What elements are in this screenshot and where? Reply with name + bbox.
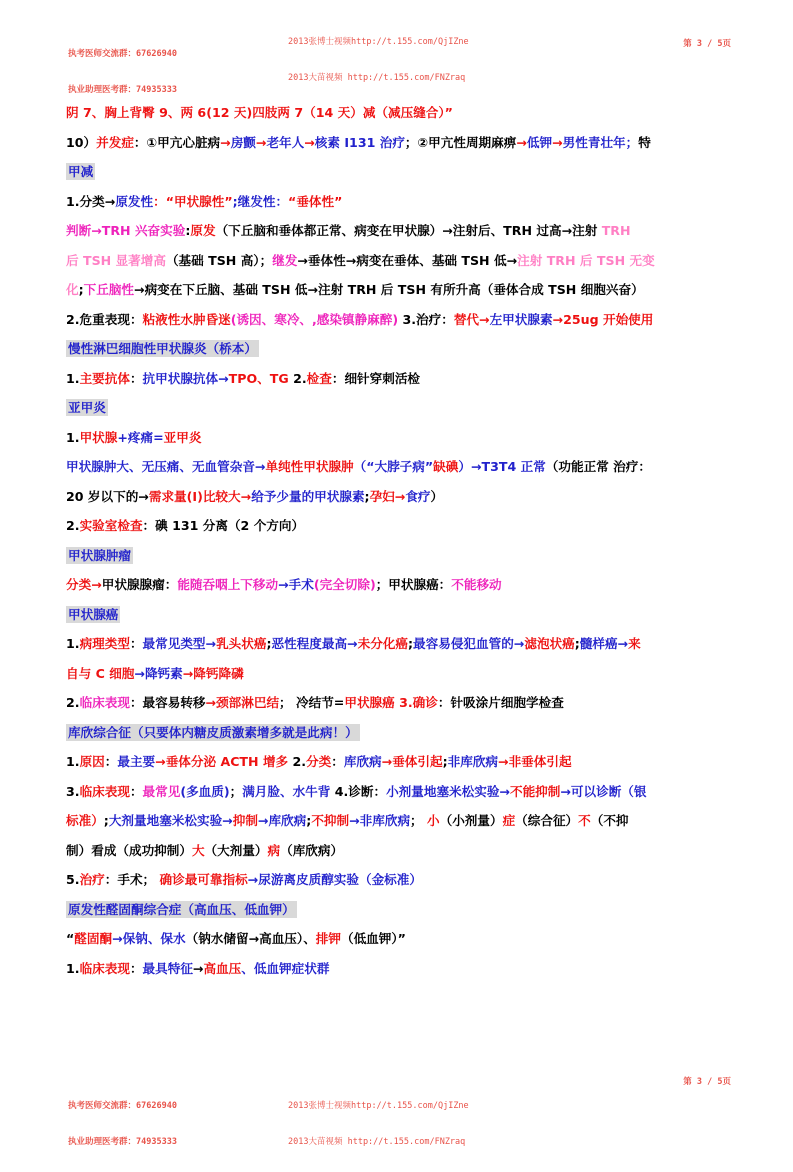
l19-k: 非库欣病 — [359, 813, 411, 828]
l11-j: ） — [430, 488, 444, 504]
l4-b: : — [185, 223, 191, 238]
section-heading-jiajian — [66, 157, 734, 187]
text-line-10 — [66, 452, 734, 482]
l14-g: ; — [266, 636, 272, 651]
l17-f: 垂体分泌 ACTH 增多 — [165, 754, 289, 769]
l16-c: ： — [129, 695, 143, 710]
l18-n: → — [560, 783, 571, 799]
text-line-12 — [66, 511, 734, 541]
l10-h: （功能正常 治疗： — [545, 459, 651, 474]
l14-j: 未分化癌 — [357, 636, 408, 651]
footer-contact-line2: 执业助理医考群：74935333 — [68, 1137, 177, 1147]
l2-h: → — [304, 134, 315, 150]
l16-i: 3. — [394, 695, 413, 710]
heading-5-text: 甲状腺癌 — [68, 606, 119, 622]
text-line-16 — [66, 688, 734, 718]
l2-g: 老年人 — [266, 134, 305, 150]
l11-e: 给予少量的甲状腺素 — [251, 488, 365, 504]
l3-e: ;继发性： — [232, 193, 289, 209]
text-line-4 — [66, 216, 734, 246]
footer-video-links — [288, 1076, 469, 1172]
l5-b: （基础 TSH 高）； — [165, 252, 273, 268]
l7-g: 替代 — [453, 311, 480, 327]
l23-c: ： — [129, 960, 143, 976]
l9-a: 1. — [66, 429, 80, 445]
l13-j: 不能移动 — [451, 577, 502, 592]
l12-c: ： — [142, 518, 156, 533]
l18-j: ： — [373, 783, 387, 799]
l8-c: ： — [129, 370, 143, 386]
text-line-19 — [66, 806, 734, 836]
l8-h: 检查 — [306, 370, 332, 386]
text-line-3 — [66, 187, 734, 217]
l14-k: ; — [407, 636, 414, 651]
l21-f: 尿游离皮质醇实验（金标准） — [258, 872, 422, 887]
l2-m: → — [552, 134, 563, 150]
l21-e: → — [247, 872, 259, 887]
l16-f: 颈部淋巴结 — [216, 695, 280, 710]
l2-e: 房颤 — [230, 134, 256, 150]
page-footer — [0, 1076, 793, 1147]
l3-c: 原发性 — [115, 193, 154, 209]
text-line-5 — [66, 246, 734, 276]
l17-p: 非垂体引起 — [508, 754, 572, 769]
l20-e: 病 — [267, 842, 281, 858]
l19-a: 标准） — [66, 813, 104, 828]
l7-f: ： — [441, 311, 454, 327]
l19-d: → — [222, 813, 233, 828]
l18-f: ； — [229, 783, 243, 799]
l15-c: 降钙素 — [144, 665, 183, 681]
l18-m: 不能抑制 — [509, 783, 561, 799]
footer-video-line1: 2013张博士视频http://t.155.com/QjIZne — [288, 1101, 469, 1111]
l19-l: ； — [410, 813, 428, 828]
l18-i: 诊断 — [348, 783, 374, 799]
l10-d: （“大脖子病” — [353, 459, 434, 474]
l7-e: 3.治疗 — [398, 311, 442, 327]
l14-e: → — [205, 636, 217, 651]
l5-e: 注射 TRH 后 TSH 无变 — [517, 252, 655, 268]
l10-f: ）→ — [458, 459, 482, 474]
l23-a: 1. — [66, 960, 80, 976]
l18-b: 临床表现 — [79, 783, 130, 799]
l14-f: 乳头状癌 — [216, 636, 267, 651]
document-content — [66, 98, 734, 983]
l7-b: ： — [129, 311, 143, 327]
page-header — [0, 10, 793, 95]
l2-k: → — [516, 134, 527, 150]
l11-g: 孕妇 — [369, 488, 395, 504]
l3-a: 1.分类 — [66, 193, 105, 209]
l20-b: 看成（成功抑制） — [91, 842, 192, 858]
l14-a: 1. — [66, 636, 80, 651]
l8-f: TPO、TG — [228, 370, 289, 386]
l19-f: → — [257, 813, 269, 828]
heading-7-text: 原发性醛固酮综合症（高血压、低血钾） — [68, 901, 295, 917]
l7-k: 25ug 开始使用 — [563, 311, 654, 327]
l14-m: → — [513, 636, 525, 651]
l6-b: ; — [78, 282, 84, 297]
l16-b: 临床表现 — [79, 695, 130, 710]
text-line-20 — [66, 836, 734, 866]
l11-c: 需求量(I)比较大 — [148, 488, 241, 504]
l16-a: 2. — [66, 695, 80, 710]
l13-e: 能随吞咽上下移动 — [177, 577, 279, 592]
l18-e: (多血质) — [180, 783, 230, 799]
l2-n: 男性青壮年； — [562, 134, 639, 150]
heading-4-text: 甲状腺肿瘤 — [68, 547, 131, 563]
l14-i: → — [347, 636, 358, 651]
l2-j: ；②甲亢性周期麻痹 — [404, 134, 517, 150]
l4-d: （下丘脑和垂体都正常、病变在甲状腺）→注射后、TRH 过高→注射 — [215, 223, 602, 238]
l19-m: 小 — [427, 813, 440, 828]
text-line-14 — [66, 629, 734, 659]
l19-b: ; — [103, 813, 109, 828]
l14-r: 来 — [628, 636, 641, 651]
text-line-1 — [66, 98, 734, 128]
l23-f: 高血压 — [203, 960, 242, 976]
l11-d: → — [240, 488, 252, 504]
l23-b: 临床表现 — [79, 960, 130, 976]
l13-h: (完全切除) — [313, 577, 376, 592]
l22-c: → — [112, 931, 123, 946]
l17-m: ; — [442, 754, 448, 769]
l14-q: → — [617, 636, 629, 651]
l18-k: 小剂量地塞米松实验 — [386, 783, 500, 799]
l17-j: 库欣病 — [343, 754, 382, 769]
l17-h: 分类 — [306, 754, 332, 769]
l20-d: （大剂量） — [204, 842, 268, 858]
l9-c: +疼痛= — [117, 429, 164, 445]
section-heading-kuxin — [66, 718, 734, 748]
l18-a: 3. — [66, 783, 80, 799]
l4-c: 原发 — [190, 223, 216, 238]
l14-l: 最容易侵犯血管的 — [413, 636, 514, 651]
l14-o: ; — [574, 636, 580, 651]
l11-a: 20 岁以下的 — [66, 488, 139, 504]
section-heading-yajiayan — [66, 393, 734, 423]
l11-i: 食疗 — [405, 488, 431, 504]
l19-p: （综合征） — [515, 813, 579, 828]
l19-r: （不抑 — [590, 813, 629, 828]
l18-d: 最常见 — [142, 783, 181, 799]
l7-d: (诱因、寒冷、,感染镇静麻醉) — [230, 311, 399, 327]
l7-j: → — [552, 311, 564, 327]
l12-d: 碘 131 分离（2 个方向） — [155, 518, 305, 533]
l18-g: 满月脸、水牛背 — [242, 783, 331, 799]
l20-f: （库欣病） — [280, 842, 344, 858]
l13-g: 手术 — [288, 577, 314, 592]
text-line-7 — [66, 305, 734, 335]
l19-q: 不 — [578, 813, 591, 828]
l19-g: 库欣病 — [268, 813, 307, 828]
header-video-line2: 2013大苗视频 http://t.155.com/FNZraq — [288, 73, 466, 83]
l8-i: ： — [331, 370, 345, 386]
l6-d: →病变在下丘脑、基础 TSH 低→注射 TRH 后 TSH 有所升高（垂体合成 TSH 细胞兴奋） — [134, 282, 644, 297]
text-line-11 — [66, 482, 734, 512]
l16-g: ； 冷结节= — [279, 695, 345, 710]
l22-d: 保钠、保水 — [122, 931, 186, 946]
text-line-8 — [66, 364, 734, 394]
text-line-18 — [66, 777, 734, 807]
l15-d: → — [182, 665, 194, 681]
l14-n: 滤泡状癌 — [524, 636, 575, 651]
l13-c: 甲状腺腺瘤 — [101, 577, 165, 592]
section-heading-qiaoben — [66, 334, 734, 364]
l7-a: 2.危重表现 — [66, 311, 130, 327]
l15-b: → — [134, 665, 145, 681]
l9-b: 甲状腺 — [79, 429, 118, 445]
header-contact-line1: 执考医师交流群：67626940 — [68, 49, 177, 59]
l8-g: 2. — [288, 370, 307, 386]
l5-a: 后 TSH 显著增高 — [66, 252, 166, 268]
l22-a: “ — [66, 931, 75, 946]
l22-b: 醛固酮 — [74, 931, 113, 946]
l14-d: 最常见类型 — [142, 636, 206, 651]
l2-a: 10） — [66, 134, 97, 150]
l17-o: → — [498, 754, 509, 769]
l14-b: 病理类型 — [79, 636, 130, 651]
l17-e: → — [155, 754, 166, 769]
l23-e: → — [192, 960, 204, 976]
l5-d: →垂体性→病变在垂体、基础 TSH 低→ — [297, 252, 518, 268]
l19-c: 大剂量地塞米松实验 — [108, 813, 223, 828]
text-line-21 — [66, 865, 734, 895]
l11-h: → — [394, 488, 406, 504]
l17-n: 非库欣病 — [447, 754, 498, 769]
l11-f: ; — [364, 488, 370, 504]
l14-c: ： — [129, 636, 143, 651]
l3-d: ：“甲状腺性” — [153, 193, 233, 209]
text-line-15 — [66, 659, 734, 689]
l17-g: 2. — [288, 754, 307, 769]
l6-a: 化 — [66, 282, 79, 297]
l22-f: 排钾 — [315, 931, 341, 946]
l8-j: 细针穿刺活检 — [344, 370, 420, 386]
l11-b: → — [138, 488, 149, 504]
l2-b: 并发症 — [96, 134, 134, 150]
l13-i: ；甲状腺癌： — [375, 577, 452, 592]
l16-j: 确诊 — [412, 695, 438, 710]
l21-c: ：手术； — [104, 872, 160, 887]
l3-f: “垂体性” — [288, 193, 343, 209]
l17-i: ： — [331, 754, 344, 769]
section-heading-jiazhuangxianzhongliu — [66, 541, 734, 571]
l2-f: → — [255, 134, 267, 150]
heading-3-text: 亚甲炎 — [68, 400, 106, 415]
l20-a: 制） — [66, 842, 92, 858]
text-line-17 — [66, 747, 734, 777]
l13-d: ： — [164, 577, 178, 592]
header-page-number: 第 3 / 5页 — [683, 39, 731, 49]
l17-k: → — [381, 754, 393, 769]
l15-e: 降钙降磷 — [193, 665, 244, 681]
l19-j: → — [349, 813, 360, 828]
l10-g: T3T4 正常 — [481, 459, 546, 474]
l21-b: 治疗 — [79, 872, 105, 887]
l16-h: 甲状腺癌 — [344, 695, 395, 710]
l23-g: 、低血钾症状群 — [241, 960, 330, 976]
section-heading-jiazhuangxianai — [66, 600, 734, 630]
l16-e: → — [205, 695, 217, 710]
l17-c: ： — [104, 754, 118, 769]
l13-a: 分类 — [66, 577, 92, 592]
l22-e: （钠水储留→高血压）、 — [185, 931, 316, 946]
l12-a: 2. — [66, 518, 80, 533]
l17-b: 原因 — [79, 754, 105, 769]
l21-a: 5. — [66, 872, 80, 887]
heading-1-text: 甲减 — [68, 164, 94, 179]
l14-p: 髓样癌 — [579, 636, 618, 651]
l19-e: 抑制 — [232, 813, 258, 828]
l2-l: 低钾 — [526, 134, 553, 150]
l7-c: 粘液性水肿昏迷 — [142, 311, 231, 327]
l15-a: 自与 C 细胞 — [66, 665, 135, 681]
l4-a: 判断→TRH 兴奋实验 — [66, 223, 186, 238]
l19-o: 症 — [502, 813, 516, 828]
l7-h: → — [479, 311, 490, 327]
heading-6-text: 库欣综合征（只要体内糖皮质激素增多就是此病！） — [68, 724, 358, 740]
l4-e: TRH — [601, 223, 631, 238]
l10-c: 单纯性甲状腺肿 — [265, 459, 354, 474]
l16-d: 最容易转移 — [142, 695, 206, 710]
l5-c: 继发 — [272, 252, 298, 268]
text-line-2 — [66, 128, 734, 158]
heading-2-text: 慢性淋巴细胞性甲状腺炎（桥本） — [68, 341, 257, 356]
text-line-6 — [66, 275, 734, 305]
header-video-links — [288, 12, 469, 108]
footer-contact-line1: 执考医师交流群：67626940 — [68, 1101, 177, 1111]
l8-a: 1. — [66, 370, 80, 386]
text-line-13 — [66, 570, 734, 600]
l18-o: 可以诊断（银 — [570, 783, 647, 799]
l10-b: → — [254, 459, 266, 474]
l2-c: ：①甲亢心脏病 — [133, 134, 221, 150]
l12-b: 实验室检查 — [79, 518, 143, 533]
l18-l: → — [499, 783, 510, 799]
l13-b: → — [91, 577, 102, 592]
l3-b: → — [104, 193, 116, 209]
l8-d: 抗甲状腺抗体 — [142, 370, 219, 386]
l16-k: ： — [437, 695, 451, 710]
text-line-22 — [66, 924, 734, 954]
footer-contact-block — [68, 1076, 177, 1172]
section-heading-quangutong — [66, 895, 734, 925]
header-video-line1: 2013张博士视频http://t.155.com/QjIZne — [288, 37, 469, 47]
l2-d: → — [220, 134, 231, 150]
l10-e: 缺碘 — [433, 459, 459, 474]
text-line-9 — [66, 423, 734, 453]
l14-h: 恶性程度最高 — [271, 636, 348, 651]
l21-d: 确诊最可靠指标 — [159, 872, 248, 887]
l23-d: 最具特征 — [142, 960, 193, 976]
l20-c: 大 — [191, 842, 205, 858]
l2-o: 特 — [638, 134, 651, 150]
l19-h: ; — [306, 813, 312, 828]
l6-c: 下丘脑性 — [83, 282, 135, 297]
l10-a: 甲状腺肿大、无压痛、无血管杂音 — [66, 459, 255, 474]
l13-f: → — [278, 577, 289, 592]
l7-i: 左甲状腺素 — [489, 311, 553, 327]
l8-b: 主要抗体 — [79, 370, 130, 386]
l19-i: 不抑制 — [311, 813, 350, 828]
l9-d: 亚甲炎 — [163, 429, 202, 445]
l17-l: 垂体引起 — [392, 754, 443, 769]
header-contact-line2: 执业助理医考群：74935333 — [68, 85, 177, 95]
l17-d: 最主要 — [117, 754, 156, 769]
l16-l: 针吸涂片细胞学检查 — [450, 695, 564, 710]
l8-e: → — [218, 370, 229, 386]
text-line-23 — [66, 954, 734, 984]
l18-h: 4. — [330, 783, 349, 799]
footer-video-line2: 2013大苗视频 http://t.155.com/FNZraq — [288, 1137, 466, 1147]
l1-a: 阴 7、胸上背臀 9、两 6(12 天)四肢两 7（14 天）减（减压缝合）” — [66, 105, 453, 120]
l17-a: 1. — [66, 754, 80, 769]
l2-i: 核素 I131 治疗 — [314, 134, 405, 150]
l22-g: （低血钾）” — [340, 931, 406, 946]
footer-page-number: 第 3 / 5页 — [683, 1077, 731, 1087]
l18-c: ： — [129, 783, 143, 799]
l19-n: （小剂量） — [439, 813, 503, 828]
